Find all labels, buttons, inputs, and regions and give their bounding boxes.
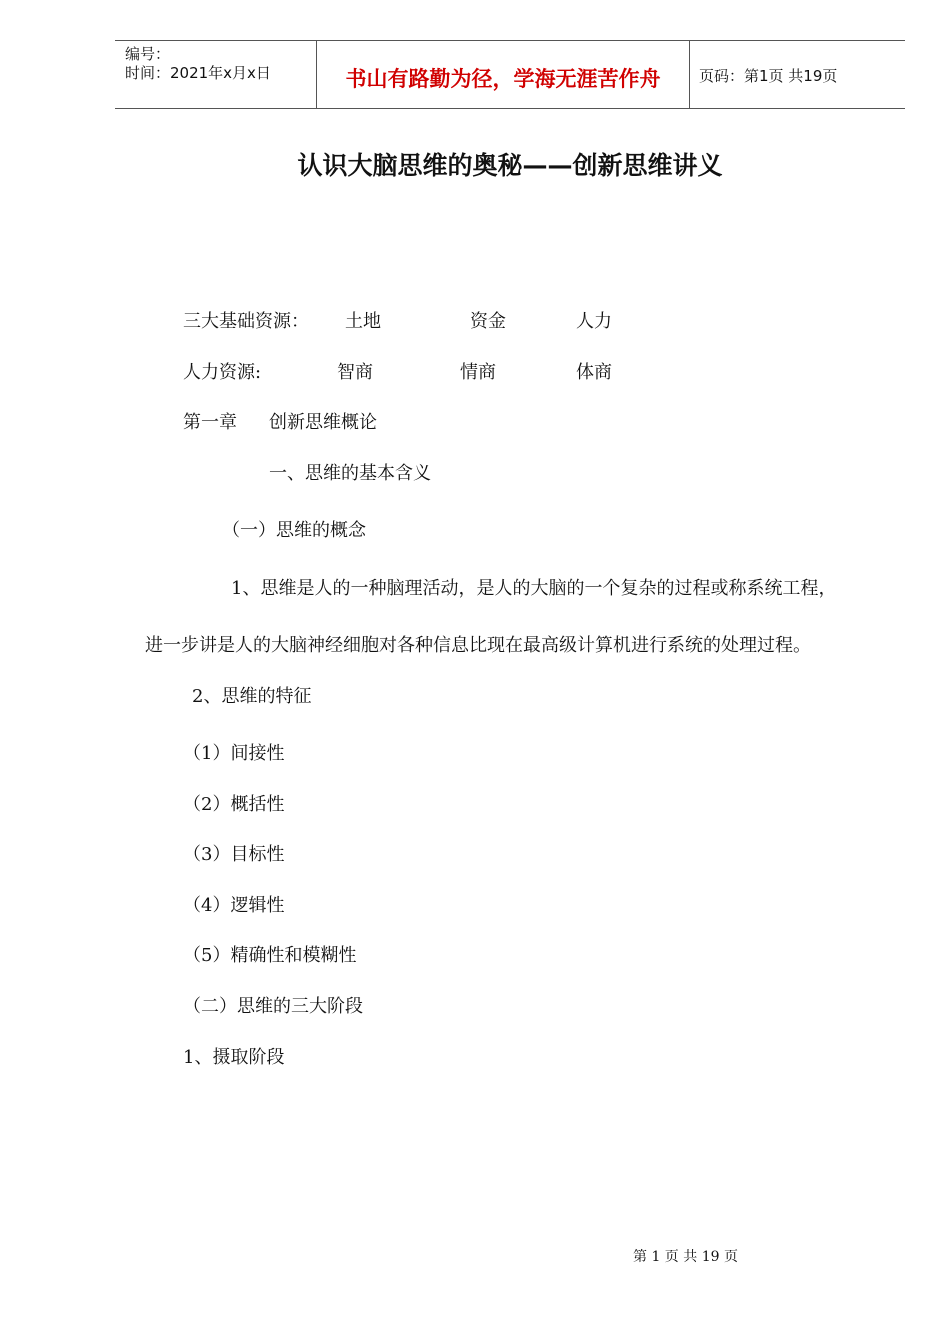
subsection-heading-2: （二）思维的三大阶段 xyxy=(183,996,363,1017)
chapter-name: 创新思维概论 xyxy=(269,412,377,433)
hr-item-eq: 情商 xyxy=(460,362,496,383)
feature-item-2: （2）概括性 xyxy=(183,794,285,815)
paragraph-1-line-1: 1、思维是人的一种脑理活动，是人的大脑的一个复杂的过程或称系统工程， xyxy=(231,578,837,599)
feature-heading: 2、思维的特征 xyxy=(192,686,312,707)
chapter-number: 第一章 xyxy=(183,412,237,433)
motto-text: 书山有路勤为径，学海无涯苦作舟 xyxy=(345,67,661,91)
feature-item-4: （4）逻辑性 xyxy=(183,895,285,916)
feature-item-5: （5）精确性和模糊性 xyxy=(183,945,357,966)
subsection-heading-1: （一）思维的概念 xyxy=(222,520,366,541)
resources-line xyxy=(183,310,309,334)
paragraph-1-line-2: 进一步讲是人的大脑神经细胞对各种信息比现在最高级计算机进行系统的处理过程。 xyxy=(145,635,811,656)
hr-item-pq: 体商 xyxy=(576,362,612,383)
section-heading: 一、思维的基本含义 xyxy=(269,463,431,484)
resource-item-capital: 资金 xyxy=(470,311,506,332)
feature-item-3: （3）目标性 xyxy=(183,844,285,865)
header-motto-cell xyxy=(317,41,690,108)
stage-item-1: 1、摄取阶段 xyxy=(183,1047,285,1068)
human-resources-label: 人力资源: xyxy=(183,362,262,383)
header-meta-cell xyxy=(115,41,317,108)
header-page-cell xyxy=(690,41,905,108)
page-info: 页码：第1页 共19页 xyxy=(699,67,838,85)
document-header xyxy=(115,40,905,109)
resource-item-labor: 人力 xyxy=(576,311,612,332)
hr-item-iq: 智商 xyxy=(337,362,373,383)
resources-label: 三大基础资源： xyxy=(183,311,309,332)
page-footer: 第 1 页 共 19 页 xyxy=(633,1249,738,1265)
serial-label: 编号： xyxy=(125,45,171,63)
feature-item-1: （1）间接性 xyxy=(183,743,285,764)
resource-item-land: 土地 xyxy=(345,311,381,332)
date-label: 时间：2021年x月x日 xyxy=(125,64,271,82)
document-title: 认识大脑思维的奥秘——创新思维讲义 xyxy=(297,151,723,180)
